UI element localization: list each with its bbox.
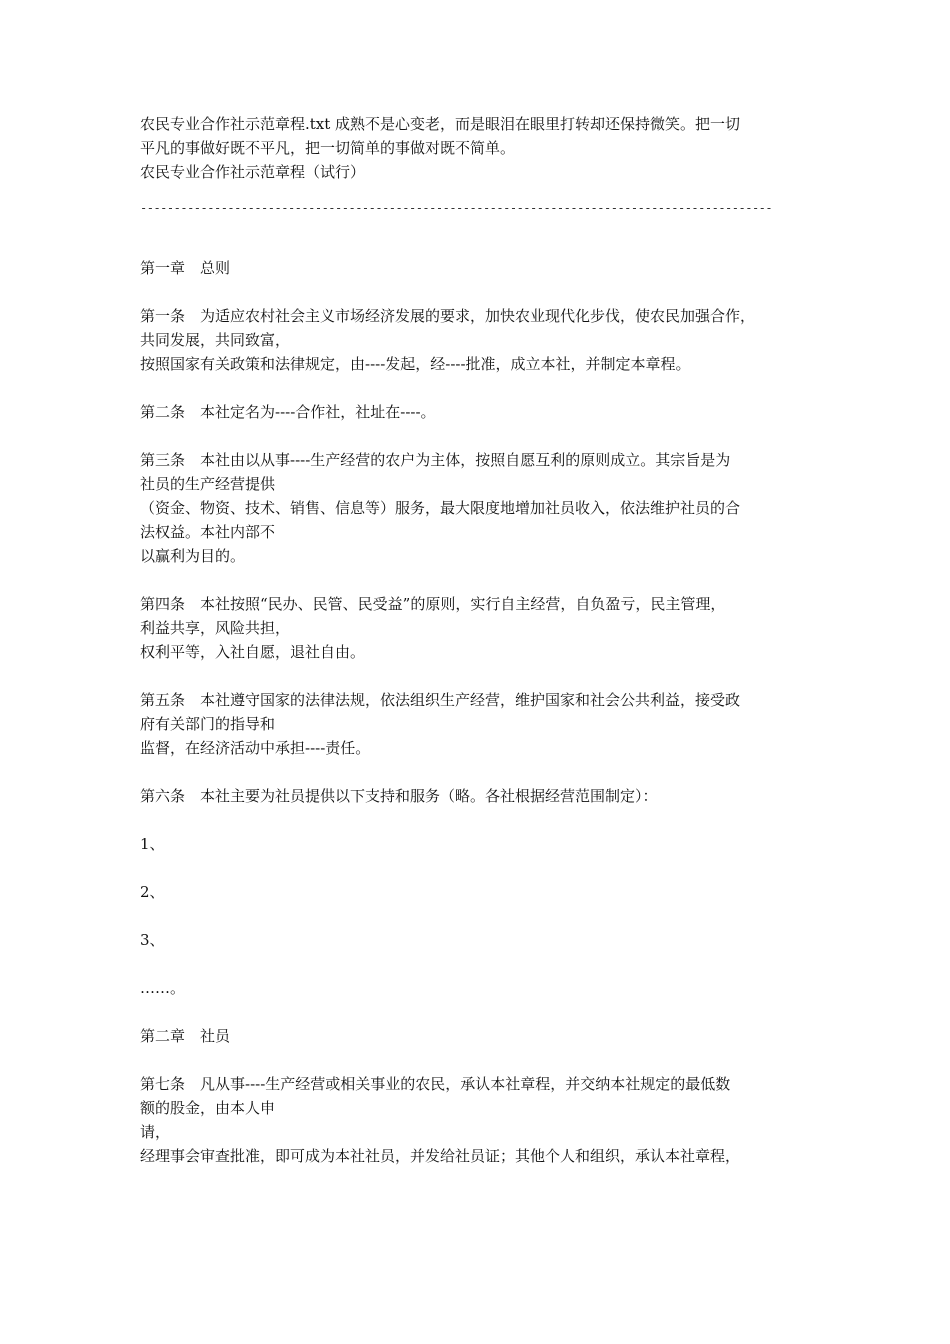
list-item-3: 3、 xyxy=(140,931,165,949)
chapter-1-title: 第一章 总则 xyxy=(140,259,231,277)
article-1-line-3: 按照国家有关政策和法律规定，由----发起，经----批准，成立本社，并制定本章程。 xyxy=(140,355,691,373)
article-3-line-3: （资金、物资、技术、销售、信息等）服务，最大限度地增加社员收入，依法维护社员的合 xyxy=(140,499,741,517)
article-5-line-3: 监督，在经济活动中承担----责任。 xyxy=(140,739,371,757)
article-4-line-3: 权利平等，入社自愿，退社自由。 xyxy=(140,643,366,661)
list-item-2: 2、 xyxy=(140,883,165,901)
article-3-line-5: 以赢利为目的。 xyxy=(140,547,246,565)
article-1-line-2: 共同发展，共同致富， xyxy=(140,331,291,349)
article-7-line-1: 第七条 凡从事----生产经营或相关事业的农民，承认本社章程，并交纳本社规定的最低数 xyxy=(140,1075,731,1093)
article-5-line-2: 府有关部门的指导和 xyxy=(140,715,276,733)
article-4-line-1: 第四条 本社按照“民办、民管、民受益”的原则，实行自主经营，自负盈亏，民主管理， xyxy=(140,595,726,613)
article-7-line-3: 请， xyxy=(140,1123,171,1141)
article-5-line-1: 第五条 本社遵守国家的法律法规，依法组织生产经营，维护国家和社会公共利益，接受政 xyxy=(140,691,741,709)
document-page xyxy=(140,112,820,1168)
list-item-ellipsis: ……。 xyxy=(140,979,186,997)
article-7-line-4: 经理事会审查批准，即可成为本社社员，并发给社员证；其他个人和组织，承认本社章程， xyxy=(140,1147,741,1165)
article-6-line-1: 第六条 本社主要为社员提供以下支持和服务（略。各社根据经营范围制定）： xyxy=(140,787,658,805)
article-2-line-1: 第二条 本社定名为----合作社，社址在----。 xyxy=(140,403,436,421)
article-1-line-1: 第一条 为适应农村社会主义市场经济发展的要求，加快农业现代化步伐，使农民加强合作， xyxy=(140,307,756,325)
list-item-1: 1、 xyxy=(140,835,165,853)
header-line-1: 农民专业合作社示范章程.txt 成熟不是心变老，而是眼泪在眼里打转却还保持微笑。把一切 xyxy=(140,115,741,133)
article-7-line-2: 额的股金，由本人申 xyxy=(140,1099,276,1117)
article-3-line-1: 第三条 本社由以从事----生产经营的农户为主体，按照自愿互利的原则成立。其宗旨是为 xyxy=(140,451,731,469)
divider-line: ---------------------------------------------------------------------------------------------- xyxy=(140,201,773,215)
article-3-line-4: 法权益。本社内部不 xyxy=(140,523,276,541)
article-3-line-2: 社员的生产经营提供 xyxy=(140,475,276,493)
document-subtitle: 农民专业合作社示范章程（试行） xyxy=(140,163,366,181)
article-4-line-2: 利益共享，风险共担， xyxy=(140,619,291,637)
chapter-2-title: 第二章 社员 xyxy=(140,1027,231,1045)
header-line-2: 平凡的事做好既不平凡，把一切简单的事做对既不简单。 xyxy=(140,139,516,157)
